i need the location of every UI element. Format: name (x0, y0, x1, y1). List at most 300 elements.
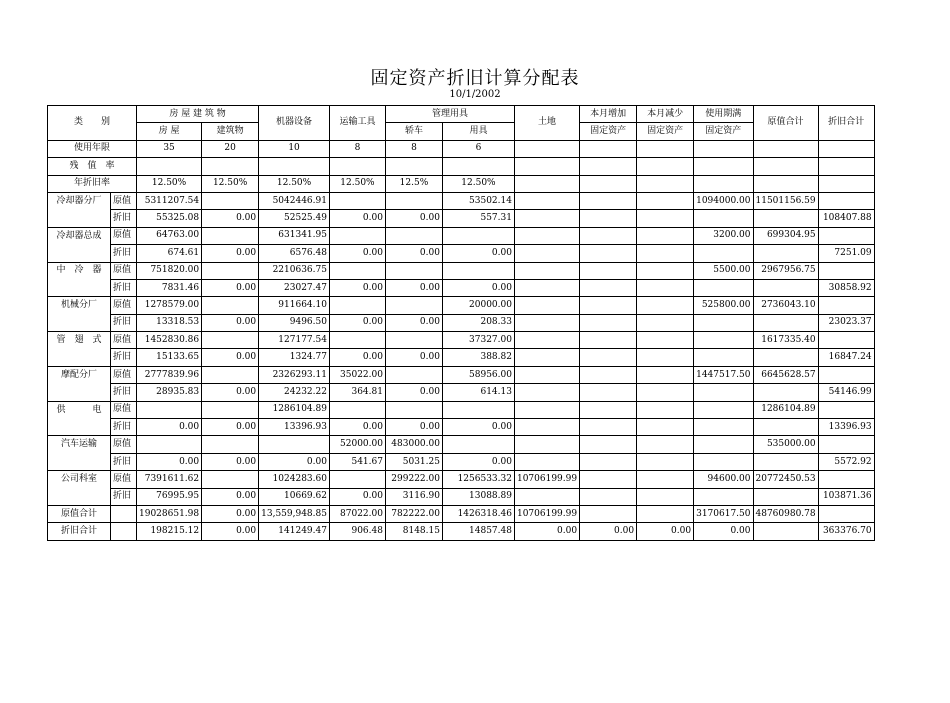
orig-value-cell (137, 401, 202, 418)
dep-value-cell: 1324.77 (259, 349, 330, 366)
orig-value-cell (580, 366, 637, 383)
orig-value-cell: 37327.00 (442, 332, 514, 349)
header-decrease-1: 本月减少 (637, 106, 694, 123)
unit-dep-row (48, 488, 875, 505)
orig-value-cell: 3200.00 (694, 227, 753, 244)
dep-value-cell: 0.00 (329, 279, 385, 296)
dep-value-cell (637, 279, 694, 296)
orig-value-cell (818, 401, 874, 418)
orig-value-cell: 911664.10 (259, 297, 330, 314)
empty-cell (818, 158, 874, 175)
header-mgmt-group: 管理用具 (385, 106, 514, 123)
header-tools: 用具 (442, 123, 514, 140)
unit-name: 管 翅 式 (48, 332, 111, 349)
orig-value-cell: 1094000.00 (694, 192, 753, 209)
dep-value-cell: 674.61 (137, 245, 202, 262)
orig-value-cell (385, 262, 442, 279)
orig-label: 原值 (111, 332, 137, 349)
info-cell (202, 158, 259, 175)
unit-dep-row (48, 349, 875, 366)
dep-value-cell (753, 488, 818, 505)
dep-label: 折旧 (111, 488, 137, 505)
info-cell (137, 158, 202, 175)
orig-label: 原值 (111, 366, 137, 383)
total-value-cell: 906.48 (329, 523, 385, 540)
dep-value-cell: 0.00 (329, 419, 385, 436)
orig-value-cell (818, 262, 874, 279)
header-machinery: 机器设备 (259, 106, 330, 141)
orig-value-cell (329, 192, 385, 209)
dep-value-cell: 23023.37 (818, 314, 874, 331)
orig-value-cell: 1286104.89 (753, 401, 818, 418)
total-value-cell: 87022.00 (329, 505, 385, 522)
unit-orig-row (48, 332, 875, 349)
orig-value-cell: 10706199.99 (514, 471, 579, 488)
dep-value-cell: 54146.99 (818, 384, 874, 401)
unit-orig-row (48, 471, 875, 488)
info-cell: 12.50% (442, 175, 514, 192)
header-decrease-2: 固定资产 (637, 123, 694, 140)
orig-value-cell: 52000.00 (329, 436, 385, 453)
dep-value-cell: 0.00 (329, 488, 385, 505)
total-value-cell: 198215.12 (137, 523, 202, 540)
orig-value-cell (385, 192, 442, 209)
total-value-cell: 363376.70 (818, 523, 874, 540)
orig-value-cell (442, 262, 514, 279)
dep-value-cell: 0.00 (329, 210, 385, 227)
orig-value-cell (514, 297, 579, 314)
dep-value-cell: 541.67 (329, 453, 385, 470)
orig-value-cell: 53502.14 (442, 192, 514, 209)
unit-name: 冷却器分厂 (48, 192, 111, 209)
header-building-group: 房 屋 建 筑 物 (137, 106, 259, 123)
orig-value-cell: 525800.00 (694, 297, 753, 314)
total-value-cell: 13,559,948.85 (259, 505, 330, 522)
dep-value-cell: 0.00 (202, 453, 259, 470)
dep-value-cell (580, 384, 637, 401)
header-row-1 (48, 106, 875, 123)
orig-value-cell: 631341.95 (259, 227, 330, 244)
dep-value-cell: 13396.93 (259, 419, 330, 436)
orig-value-cell (580, 401, 637, 418)
total-value-cell: 0.00 (580, 523, 637, 540)
orig-value-cell (202, 297, 259, 314)
orig-value-cell: 5042446.91 (259, 192, 330, 209)
orig-value-cell: 64763.00 (137, 227, 202, 244)
unit-orig-row (48, 297, 875, 314)
dep-value-cell: 6576.48 (259, 245, 330, 262)
total-value-cell: 14857.48 (442, 523, 514, 540)
dep-value-cell: 13318.53 (137, 314, 202, 331)
orig-value-cell: 699304.95 (753, 227, 818, 244)
empty-cell (818, 140, 874, 157)
dep-value-cell (580, 349, 637, 366)
dep-value-cell (694, 245, 753, 262)
dep-value-cell: 0.00 (137, 419, 202, 436)
orig-value-cell: 535000.00 (753, 436, 818, 453)
header-orig-total: 原值合计 (753, 106, 818, 141)
dep-value-cell: 0.00 (385, 210, 442, 227)
info-cell: 12.50% (137, 175, 202, 192)
orig-value-cell: 5311207.54 (137, 192, 202, 209)
dep-value-cell: 7251.09 (818, 245, 874, 262)
dep-value-cell: 0.00 (442, 453, 514, 470)
dep-value-cell (580, 279, 637, 296)
orig-value-cell (329, 471, 385, 488)
dep-value-cell: 55325.08 (137, 210, 202, 227)
orig-value-cell (818, 436, 874, 453)
orig-value-cell (202, 436, 259, 453)
unit-name-spacer (48, 419, 111, 436)
unit-name: 冷却器总成 (48, 227, 111, 244)
dep-value-cell (694, 384, 753, 401)
dep-value-cell: 614.13 (442, 384, 514, 401)
unit-orig-row (48, 401, 875, 418)
dep-value-cell: 0.00 (385, 419, 442, 436)
unit-name: 机械分厂 (48, 297, 111, 314)
total-value-cell (818, 505, 874, 522)
unit-orig-row (48, 227, 875, 244)
dep-value-cell (753, 384, 818, 401)
empty-cell (111, 523, 137, 540)
orig-value-cell (818, 471, 874, 488)
dep-value-cell: 24232.22 (259, 384, 330, 401)
total-value-cell: 10706199.99 (514, 505, 579, 522)
orig-value-cell (637, 297, 694, 314)
dep-value-cell (637, 453, 694, 470)
orig-value-cell: 2736043.10 (753, 297, 818, 314)
dep-value-cell (580, 245, 637, 262)
dep-value-cell (637, 245, 694, 262)
dep-value-cell (694, 279, 753, 296)
dep-value-cell (514, 453, 579, 470)
empty-cell (514, 158, 579, 175)
orig-value-cell (137, 436, 202, 453)
orig-value-cell (694, 332, 753, 349)
dep-value-cell: 108407.88 (818, 210, 874, 227)
dep-value-cell: 28935.83 (137, 384, 202, 401)
orig-value-cell (385, 227, 442, 244)
header-transport: 运输工具 (329, 106, 385, 141)
unit-name: 公司科室 (48, 471, 111, 488)
header-structure: 建筑物 (202, 123, 259, 140)
total-value-cell: 0.00 (637, 523, 694, 540)
orig-value-cell (580, 297, 637, 314)
orig-value-cell (514, 332, 579, 349)
total-label: 折旧合计 (48, 523, 111, 540)
dep-value-cell (580, 488, 637, 505)
dep-value-cell (694, 349, 753, 366)
dep-label: 折旧 (111, 453, 137, 470)
total-value-cell: 782222.00 (385, 505, 442, 522)
orig-value-cell (580, 262, 637, 279)
dep-value-cell: 30858.92 (818, 279, 874, 296)
orig-value-cell: 5500.00 (694, 262, 753, 279)
dep-value-cell (514, 419, 579, 436)
info-row-label: 残 值 率 (48, 158, 137, 175)
total-value-cell (753, 523, 818, 540)
orig-value-cell (259, 436, 330, 453)
orig-value-cell (514, 192, 579, 209)
dep-value-cell: 557.31 (442, 210, 514, 227)
orig-value-cell (329, 262, 385, 279)
dep-value-cell: 0.00 (329, 314, 385, 331)
orig-value-cell: 2210636.75 (259, 262, 330, 279)
total-value-cell: 0.00 (202, 505, 259, 522)
orig-value-cell (637, 401, 694, 418)
unit-dep-row (48, 453, 875, 470)
orig-label: 原值 (111, 471, 137, 488)
unit-name: 汽车运输 (48, 436, 111, 453)
empty-cell (753, 175, 818, 192)
orig-value-cell (385, 401, 442, 418)
dep-value-cell (637, 488, 694, 505)
dep-value-cell (753, 453, 818, 470)
orig-value-cell (637, 332, 694, 349)
dep-value-cell: 5572.92 (818, 453, 874, 470)
empty-cell (514, 175, 579, 192)
dep-label: 折旧 (111, 245, 137, 262)
info-row (48, 158, 875, 175)
dep-value-cell: 10669.62 (259, 488, 330, 505)
total-value-cell: 8148.15 (385, 523, 442, 540)
orig-value-cell: 35022.00 (329, 366, 385, 383)
total-value-cell (580, 505, 637, 522)
dep-value-cell: 0.00 (202, 210, 259, 227)
orig-value-cell (385, 297, 442, 314)
info-cell: 8 (385, 140, 442, 157)
dep-value-cell (580, 210, 637, 227)
total-value-cell: 48760980.78 (753, 505, 818, 522)
dep-value-cell: 5031.25 (385, 453, 442, 470)
orig-value-cell: 58956.00 (442, 366, 514, 383)
info-cell: 12.50% (259, 175, 330, 192)
dep-value-cell: 0.00 (385, 245, 442, 262)
info-cell: 12.5% (385, 175, 442, 192)
dep-value-cell: 13088.89 (442, 488, 514, 505)
unit-name-spacer (48, 279, 111, 296)
dep-value-cell: 0.00 (202, 384, 259, 401)
orig-value-cell (580, 192, 637, 209)
empty-cell (580, 175, 637, 192)
orig-value-cell (637, 436, 694, 453)
empty-cell (580, 158, 637, 175)
dep-value-cell: 0.00 (442, 419, 514, 436)
dep-value-cell: 0.00 (202, 314, 259, 331)
info-row (48, 140, 875, 157)
orig-label: 原值 (111, 192, 137, 209)
orig-label: 原值 (111, 297, 137, 314)
dep-value-cell (753, 279, 818, 296)
orig-value-cell: 1452830.86 (137, 332, 202, 349)
header-increase-1: 本月增加 (580, 106, 637, 123)
unit-name-spacer (48, 314, 111, 331)
info-cell: 10 (259, 140, 330, 157)
info-cell (329, 158, 385, 175)
dep-value-cell: 364.81 (329, 384, 385, 401)
dep-value-cell: 52525.49 (259, 210, 330, 227)
dep-value-cell: 0.00 (202, 349, 259, 366)
orig-value-cell (514, 227, 579, 244)
total-value-cell: 0.00 (694, 523, 753, 540)
dep-value-cell: 0.00 (202, 419, 259, 436)
orig-value-cell (442, 401, 514, 418)
orig-value-cell (637, 227, 694, 244)
orig-value-cell (202, 401, 259, 418)
total-row (48, 523, 875, 540)
unit-dep-row (48, 210, 875, 227)
orig-value-cell: 1617335.40 (753, 332, 818, 349)
dep-value-cell: 23027.47 (259, 279, 330, 296)
dep-value-cell (514, 279, 579, 296)
unit-orig-row (48, 192, 875, 209)
unit-dep-row (48, 384, 875, 401)
dep-value-cell: 0.00 (385, 384, 442, 401)
unit-dep-row (48, 279, 875, 296)
dep-value-cell: 0.00 (202, 245, 259, 262)
dep-value-cell (580, 453, 637, 470)
dep-value-cell: 0.00 (329, 349, 385, 366)
unit-name-spacer (48, 453, 111, 470)
dep-value-cell (514, 245, 579, 262)
empty-cell (637, 158, 694, 175)
orig-value-cell: 7391611.62 (137, 471, 202, 488)
orig-value-cell (818, 227, 874, 244)
report-date: 10/1/2002 (449, 89, 501, 100)
dep-label: 折旧 (111, 279, 137, 296)
orig-value-cell (202, 471, 259, 488)
dep-value-cell (637, 210, 694, 227)
orig-value-cell: 1447517.50 (694, 366, 753, 383)
empty-cell (753, 158, 818, 175)
dep-value-cell: 3116.90 (385, 488, 442, 505)
dep-value-cell: 0.00 (385, 279, 442, 296)
orig-value-cell (514, 262, 579, 279)
orig-value-cell (818, 332, 874, 349)
unit-orig-row (48, 366, 875, 383)
orig-value-cell (818, 192, 874, 209)
depreciation-table (47, 105, 875, 541)
unit-name-spacer (48, 384, 111, 401)
dep-value-cell (694, 453, 753, 470)
dep-value-cell (580, 314, 637, 331)
info-cell: 12.50% (202, 175, 259, 192)
orig-value-cell (202, 192, 259, 209)
empty-cell (818, 175, 874, 192)
orig-label: 原值 (111, 401, 137, 418)
dep-value-cell (753, 419, 818, 436)
info-cell: 8 (329, 140, 385, 157)
dep-value-cell: 103871.36 (818, 488, 874, 505)
unit-dep-row (48, 245, 875, 262)
orig-value-cell: 2326293.11 (259, 366, 330, 383)
empty-cell (694, 158, 753, 175)
orig-value-cell (514, 436, 579, 453)
dep-value-cell (637, 349, 694, 366)
info-cell (259, 158, 330, 175)
empty-cell (694, 140, 753, 157)
orig-value-cell (329, 401, 385, 418)
orig-value-cell (580, 471, 637, 488)
unit-orig-row (48, 436, 875, 453)
dep-value-cell (637, 384, 694, 401)
dep-value-cell (514, 384, 579, 401)
total-value-cell: 1426318.46 (442, 505, 514, 522)
empty-cell (514, 140, 579, 157)
orig-value-cell (442, 227, 514, 244)
info-row-label: 年折旧率 (48, 175, 137, 192)
orig-value-cell: 94600.00 (694, 471, 753, 488)
unit-name-spacer (48, 349, 111, 366)
dep-value-cell: 7831.46 (137, 279, 202, 296)
orig-value-cell: 751820.00 (137, 262, 202, 279)
header-land: 土地 (514, 106, 579, 141)
dep-value-cell: 76995.95 (137, 488, 202, 505)
orig-value-cell (329, 332, 385, 349)
orig-label: 原值 (111, 227, 137, 244)
total-value-cell: 0.00 (202, 523, 259, 540)
total-label: 原值合计 (48, 505, 111, 522)
unit-dep-row (48, 419, 875, 436)
orig-value-cell: 20772450.53 (753, 471, 818, 488)
dep-value-cell (753, 210, 818, 227)
orig-value-cell (202, 332, 259, 349)
dep-value-cell (694, 419, 753, 436)
orig-value-cell (580, 436, 637, 453)
dep-value-cell (753, 314, 818, 331)
empty-cell (580, 140, 637, 157)
dep-value-cell (753, 245, 818, 262)
dep-value-cell: 0.00 (329, 245, 385, 262)
info-cell (442, 158, 514, 175)
dep-value-cell: 13396.93 (818, 419, 874, 436)
dep-value-cell (753, 349, 818, 366)
orig-value-cell: 299222.00 (385, 471, 442, 488)
dep-label: 折旧 (111, 419, 137, 436)
orig-value-cell (514, 401, 579, 418)
dep-value-cell (694, 488, 753, 505)
unit-name: 中 冷 器 (48, 262, 111, 279)
orig-value-cell (694, 436, 753, 453)
dep-value-cell: 0.00 (202, 279, 259, 296)
orig-value-cell: 20000.00 (442, 297, 514, 314)
orig-value-cell: 1278579.00 (137, 297, 202, 314)
total-row (48, 505, 875, 522)
orig-value-cell (385, 366, 442, 383)
dep-value-cell: 388.82 (442, 349, 514, 366)
dep-value-cell: 0.00 (442, 279, 514, 296)
dep-label: 折旧 (111, 384, 137, 401)
unit-name-spacer (48, 245, 111, 262)
total-value-cell: 0.00 (514, 523, 579, 540)
dep-value-cell (514, 314, 579, 331)
dep-value-cell: 9496.50 (259, 314, 330, 331)
orig-value-cell: 2777839.96 (137, 366, 202, 383)
orig-value-cell: 483000.00 (385, 436, 442, 453)
dep-value-cell: 208.33 (442, 314, 514, 331)
empty-cell (637, 140, 694, 157)
orig-value-cell: 1256533.32 (442, 471, 514, 488)
orig-value-cell (580, 227, 637, 244)
header-increase-2: 固定资产 (580, 123, 637, 140)
orig-value-cell (637, 366, 694, 383)
dep-value-cell (514, 210, 579, 227)
orig-value-cell: 6645628.57 (753, 366, 818, 383)
dep-label: 折旧 (111, 210, 137, 227)
orig-value-cell (385, 332, 442, 349)
dep-value-cell: 0.00 (259, 453, 330, 470)
empty-cell (694, 175, 753, 192)
